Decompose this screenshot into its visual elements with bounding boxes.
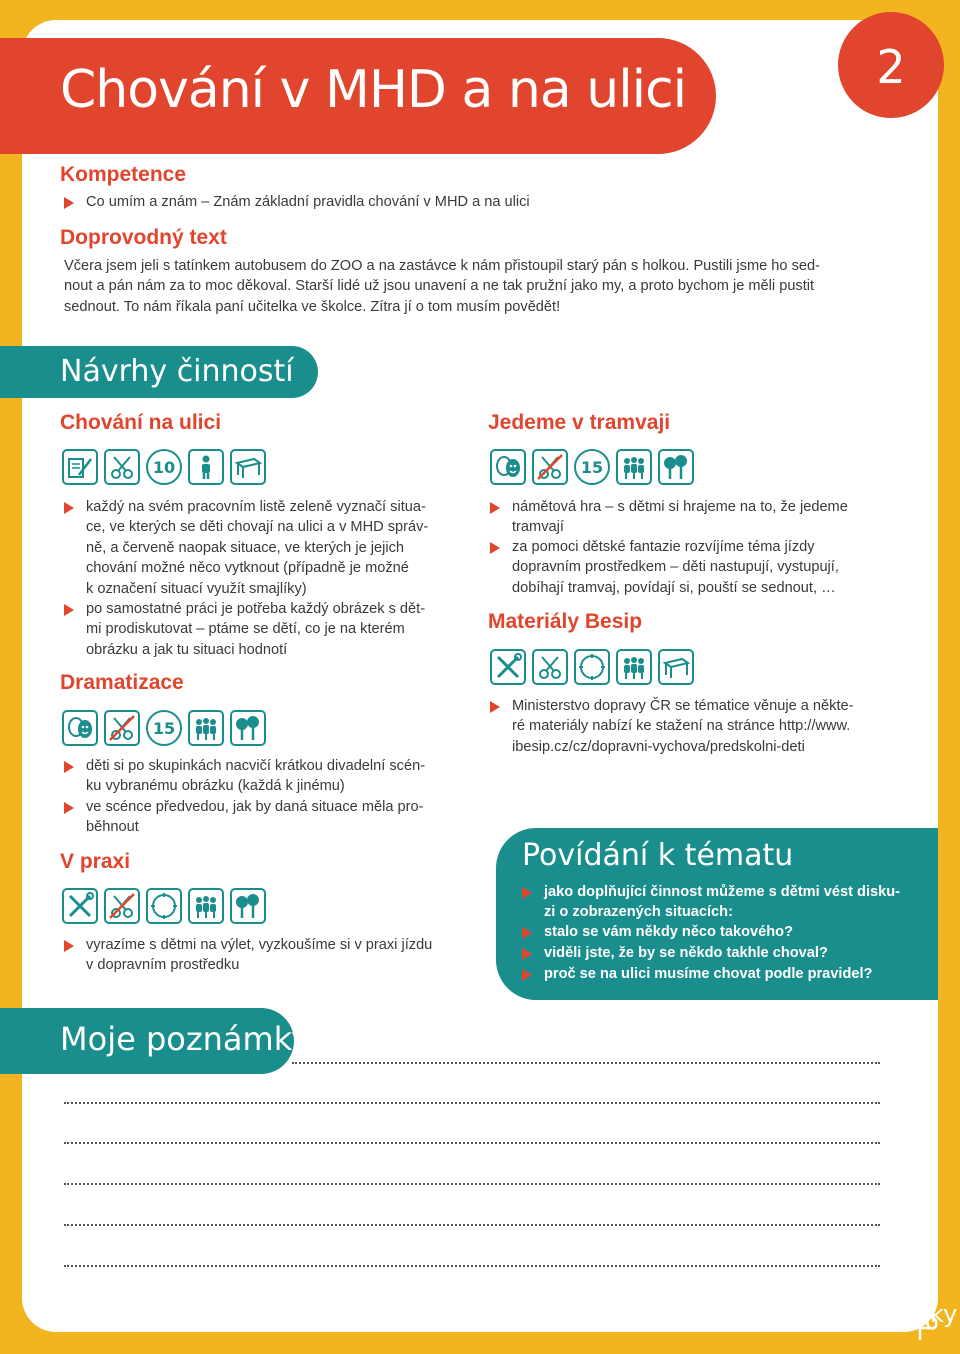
doprovodny-text: Včera jsem jeli s tatínkem autobusem do ZOO a na zastávce k nám přistoupil starý pán s holkou. Pustili jsme ho sed- nout a pán nám za to moc děkoval. Starší lidé už jsou unavení a ne tak pružní jako my, a proto bychom je měli pustit sednout. To nám říkala paní učitelka ve školce. Zítra jí o tom musím povědět!	[64, 258, 820, 315]
bullet-arrow-icon	[522, 969, 532, 981]
chovani-heading: Chování na ulici	[60, 411, 222, 434]
jedeme-item-1: námětová hra – s dětmi si hrajeme na to, že jedeme tramvají	[490, 497, 910, 538]
footer-text: Pracovní listy pro benjamínky	[604, 1300, 958, 1328]
dramatizace-heading: Dramatizace	[60, 671, 184, 694]
timer-10-icon: 10	[146, 449, 182, 485]
writing-icon	[62, 449, 98, 485]
theatre-masks-icon	[490, 449, 526, 485]
bullet-arrow-icon	[64, 604, 74, 616]
crafts-icon	[104, 449, 140, 485]
jedeme-heading: Jedeme v tramvaji	[488, 411, 671, 434]
bullet-arrow-icon	[64, 940, 74, 952]
fleur-de-lis-icon	[900, 1296, 940, 1342]
jedeme-icons	[490, 449, 694, 485]
notes-line[interactable]	[64, 1183, 880, 1185]
crafts-icon	[532, 649, 568, 685]
bullet-arrow-icon	[522, 927, 532, 939]
trees-icon	[230, 888, 266, 924]
page-title: Chování v MHD a na ulici	[60, 60, 687, 120]
dramatizace-icons	[62, 710, 266, 746]
dramatizace-item-2: ve scénce předvedou, jak by daná situace měla pro- běhnout	[64, 797, 484, 838]
group-icon	[188, 888, 224, 924]
bullet-arrow-icon	[490, 542, 500, 554]
table-icon	[230, 449, 266, 485]
bullet-arrow-icon	[64, 802, 74, 814]
bullet-arrow-icon	[522, 948, 532, 960]
trees-icon	[230, 710, 266, 746]
timer-icon	[574, 649, 610, 685]
chovani-item-2: po samostatné práci je potřeba každý obrázek s dět- mi prodiskutovat – ptáme se dětí, co je na kterém obrázku a jak tu situaci hodnotí	[64, 599, 484, 660]
notes-line[interactable]	[292, 1062, 880, 1064]
timer-15-icon: 15	[574, 449, 610, 485]
povidani-item-3: viděli jste, že by se někdo takhle choval?	[522, 943, 922, 963]
navrhy-heading: Návrhy činností	[60, 354, 294, 389]
tools-icon	[490, 649, 526, 685]
sheet-number: 2	[876, 40, 906, 94]
povidani-item-1: jako doplňující činnost můžeme s dětmi vést disku- zi o zobrazených situacích:	[522, 882, 922, 923]
bullet-arrow-icon	[64, 197, 74, 209]
table-icon	[658, 649, 694, 685]
bullet-arrow-icon	[490, 502, 500, 514]
notes-line[interactable]	[64, 1224, 880, 1226]
trees-icon	[658, 449, 694, 485]
chovani-icons	[62, 449, 266, 485]
theatre-masks-icon	[62, 710, 98, 746]
povidani-heading: Povídání k tématu	[522, 838, 794, 873]
child-icon	[188, 449, 224, 485]
group-icon	[616, 649, 652, 685]
vpraxi-heading: V praxi	[60, 850, 131, 873]
group-icon	[616, 449, 652, 485]
chovani-item-1: každý na svém pracovním listě zeleně vyznačí situa- ce, ve kterých se děti chovají na ulici a v MHD správ- ně, a červeně naopak situace, ve kterých je jejich chování možné něco vytknout (případně je možné k označení situací využít smajlíky)	[64, 497, 484, 599]
materialy-icons	[490, 649, 694, 685]
no-crafts-icon	[104, 888, 140, 924]
bullet-arrow-icon	[64, 761, 74, 773]
timer-15-icon: 15	[146, 710, 182, 746]
vpraxi-icons	[62, 888, 266, 924]
bullet-arrow-icon	[522, 887, 532, 899]
notes-line[interactable]	[64, 1265, 880, 1267]
povidani-item-2: stalo se vám někdy něco takového?	[522, 922, 922, 942]
bullet-arrow-icon	[64, 502, 74, 514]
timer-icon	[146, 888, 182, 924]
notes-line[interactable]	[64, 1142, 880, 1144]
kompetence-heading: Kompetence	[60, 163, 187, 186]
kompetence-item: Co umím a znám – Znám základní pravidla chování v MHD a na ulici	[64, 192, 530, 212]
materialy-item-1: Ministerstvo dopravy ČR se tématice věnuje a někte- ré materiály nabízí ke stažení na stránce http://www. ibesip.cz/cz/dopravni-vychova/predskolni-deti	[490, 696, 910, 757]
materialy-heading: Materiály Besip	[488, 610, 643, 633]
poznamky-heading: Moje poznámky:	[60, 1020, 319, 1058]
no-crafts-icon	[532, 449, 568, 485]
no-crafts-icon	[104, 710, 140, 746]
vpraxi-item-1: vyrazíme s dětmi na výlet, vyzkoušíme si v praxi jízdu v dopravním prostředku	[64, 935, 484, 976]
jedeme-item-2: za pomoci dětské fantazie rozvíjíme téma jízdy dopravním prostředkem – děti nastupují, vystupují, dobíhají tramvaj, povídají si, pouští se sednout, …	[490, 537, 910, 598]
povidani-item-4: proč se na ulici musíme chovat podle pravidel?	[522, 964, 922, 984]
tools-icon	[62, 888, 98, 924]
doprovodny-heading: Doprovodný text	[60, 226, 227, 249]
bullet-arrow-icon	[490, 701, 500, 713]
dramatizace-item-1: děti si po skupinkách nacvičí krátkou divadelní scén- ku vybranému obrázku (každá k jinému)	[64, 756, 484, 797]
notes-line[interactable]	[64, 1102, 880, 1104]
group-icon	[188, 710, 224, 746]
